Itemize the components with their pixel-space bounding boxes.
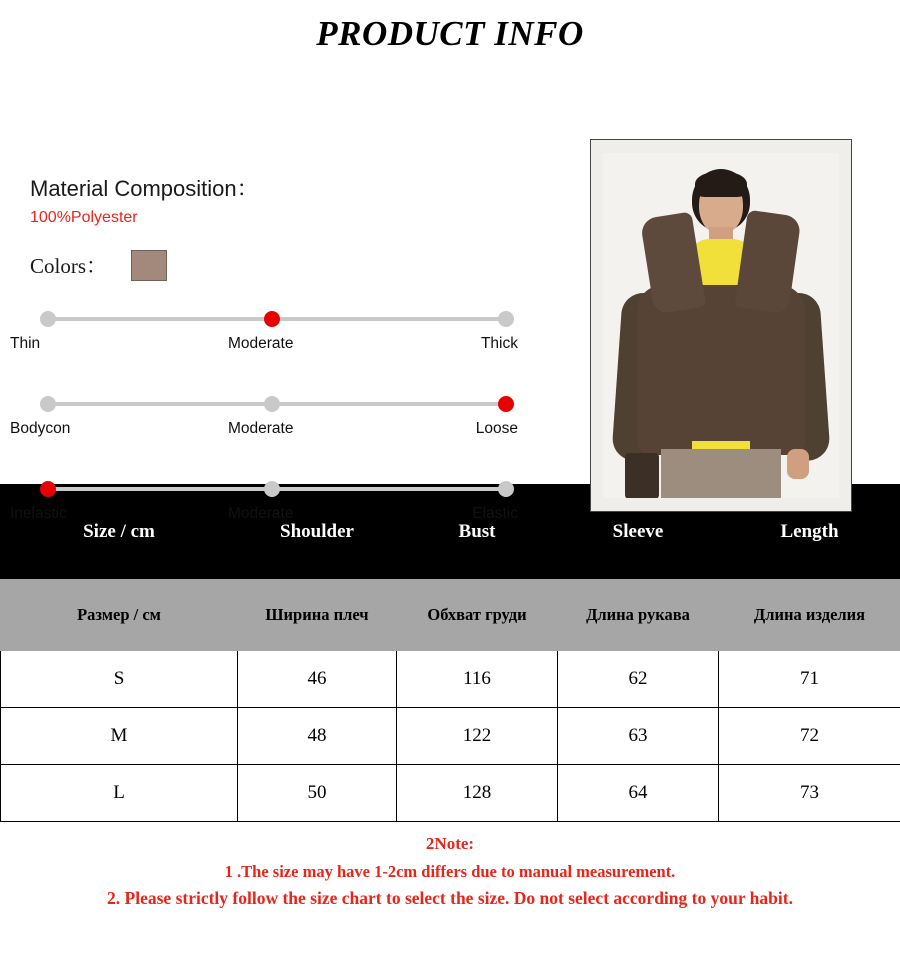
cell-size: S: [1, 651, 238, 708]
cell-length: 71: [719, 651, 900, 708]
table-row: [1, 765, 900, 822]
product-attributes-section: [0, 54, 900, 522]
slider-thickness-track-row[interactable]: [10, 306, 530, 332]
header-ru-length: Длина изделия: [719, 579, 900, 651]
slider-fit-track-right[interactable]: [278, 402, 506, 406]
slider-fit-knob-bodycon[interactable]: [40, 396, 56, 412]
size-chart-table: [0, 484, 900, 822]
slider-thickness-knob-thick[interactable]: [498, 311, 514, 327]
header-sleeve: Sleeve: [558, 485, 719, 579]
slider-thickness-labels: [10, 332, 530, 358]
model-trousers: [661, 449, 781, 498]
slider-elasticity-knob-moderate[interactable]: [264, 481, 280, 497]
product-photo-inner: [603, 153, 839, 498]
slider-fit-label-mid: Moderate: [228, 420, 294, 437]
slider-fit-label-right: Loose: [475, 420, 518, 437]
slider-fit-track-left[interactable]: [43, 402, 270, 406]
header-bust: Bust: [397, 485, 558, 579]
cell-sleeve: 63: [558, 708, 719, 765]
product-photo: [590, 139, 852, 512]
header-ru-sleeve: Длина рукава: [558, 579, 719, 651]
cell-bust: 116: [397, 651, 558, 708]
cell-sleeve: 64: [558, 765, 719, 822]
header-ru-size: Размер / см: [1, 579, 238, 651]
model-hair-top: [695, 171, 747, 197]
table-row: [1, 651, 900, 708]
slider-fit-label-left: Bodycon: [10, 420, 71, 437]
material-composition-label: Material Composition：: [30, 176, 259, 201]
table-row: [1, 708, 900, 765]
model-hand-right: [787, 449, 809, 479]
slider-elasticity-knob-elastic[interactable]: [498, 481, 514, 497]
notes-section: [0, 822, 900, 912]
header-length: Length: [719, 485, 900, 579]
cell-length: 72: [719, 708, 900, 765]
header-ru-bust: Обхват груди: [397, 579, 558, 651]
cell-bust: 122: [397, 708, 558, 765]
cell-length: 73: [719, 765, 900, 822]
page-title: PRODUCT INFO: [316, 14, 584, 53]
material-composition-value: 100%Polyester: [30, 209, 138, 226]
slider-elasticity-labels: [10, 502, 530, 528]
slider-thickness-knob-moderate[interactable]: [264, 311, 280, 327]
slider-thickness-label-left: Thin: [10, 335, 41, 352]
slider-elasticity-label-mid: Moderate: [228, 505, 294, 522]
cell-size: L: [1, 765, 238, 822]
note-line-1: 1 .The size may have 1-2cm differs due to manual measurement.: [224, 862, 676, 881]
slider-fit-knob-moderate[interactable]: [264, 396, 280, 412]
cell-size: M: [1, 708, 238, 765]
slider-elasticity-label-right: Elastic: [472, 505, 518, 522]
slider-elasticity[interactable]: [10, 476, 530, 528]
note-line-2: 2. Please strictly follow the size chart to select the size. Do not select according to your habit.: [107, 887, 793, 908]
cell-shoulder: 50: [238, 765, 397, 822]
header-ru-shoulder: Ширина плеч: [238, 579, 397, 651]
slider-elasticity-track-row[interactable]: [10, 476, 530, 502]
slider-fit-track-row[interactable]: [10, 391, 530, 417]
cell-sleeve: 62: [558, 651, 719, 708]
note-title: 2Note:: [425, 834, 475, 853]
slider-thickness-label-right: Thick: [480, 335, 518, 352]
slider-fit-knob-loose[interactable]: [498, 396, 514, 412]
slider-fit-labels: [10, 417, 530, 443]
cell-shoulder: 48: [238, 708, 397, 765]
header-shoulder: Shoulder: [238, 485, 397, 579]
slider-thickness[interactable]: [10, 306, 530, 358]
slider-elasticity-knob-inelastic[interactable]: [40, 481, 56, 497]
slider-thickness-knob-thin[interactable]: [40, 311, 56, 327]
header-size-cm: Size / cm: [1, 485, 238, 579]
cell-shoulder: 46: [238, 651, 397, 708]
size-chart-header-ru: [1, 579, 900, 651]
slider-fit[interactable]: [10, 391, 530, 443]
colors-label: Colors：: [30, 254, 108, 278]
model-handbag: [625, 453, 659, 498]
color-swatch[interactable]: [131, 250, 167, 281]
slider-thickness-label-mid: Moderate: [228, 335, 294, 352]
slider-elasticity-label-left: Inelastic: [10, 505, 67, 522]
cell-bust: 128: [397, 765, 558, 822]
